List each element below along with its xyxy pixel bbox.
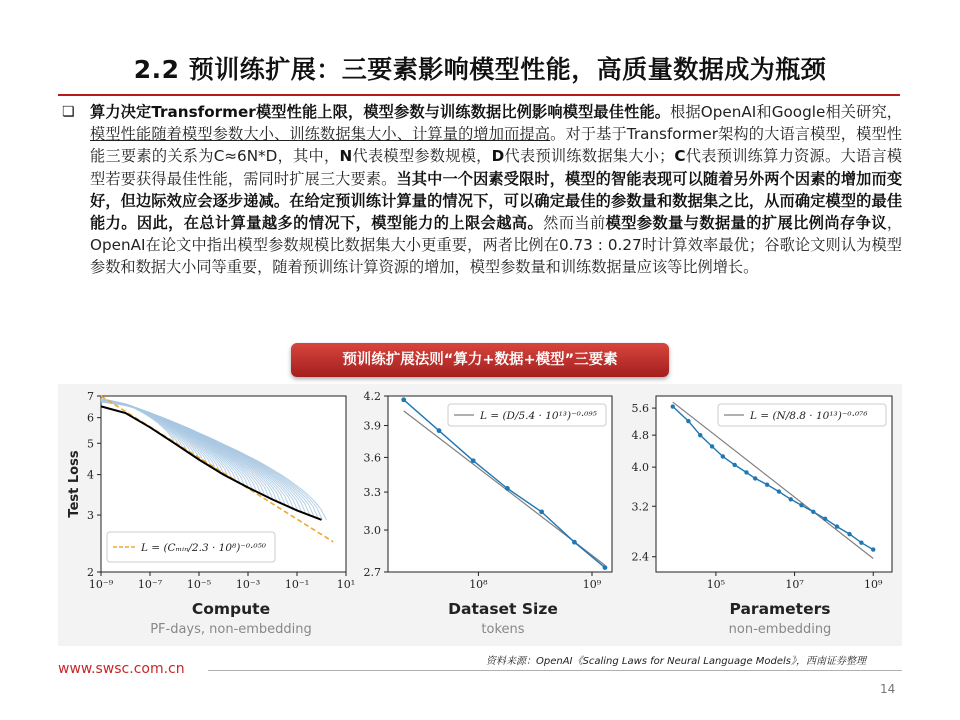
y-tick-label: 3 [87,509,94,523]
legend-label: L = (N/8.8 · 10¹³)⁻⁰·⁰⁷⁶ [750,410,868,422]
data-point [698,433,702,437]
parameters-chart [622,384,902,596]
data-point [765,482,769,486]
dataset-size-chart [340,384,620,596]
y-tick-label: 2.7 [363,566,381,579]
legend-label: L = (D/5.4 · 10¹³)⁻⁰·⁰⁹⁵ [480,410,597,422]
x-tick-label: 10⁷ [785,578,804,591]
page-number: 14 [880,682,896,696]
footer-url: www.swsc.com.cn [58,661,185,677]
y-tick-label: 4 [87,468,94,482]
y-tick-label: 3.0 [363,524,381,538]
dataset-xlabel: Dataset Size [448,600,558,618]
data-point [603,565,608,570]
y-tick-label: 4.0 [631,461,649,475]
data-point [777,489,781,493]
y-tick-label: 7 [87,390,94,403]
para-text-2: 根据OpenAI和Google相关研究， [670,103,902,121]
x-tick-label: 10⁻⁹ [88,578,114,591]
data-point [572,540,577,545]
para-text-6: 代表模型参数规模， [352,147,492,166]
parameters-xlabel: Parameters [729,600,831,618]
x-tick-label: 10⁻³ [235,578,261,591]
para-bold-d: D [491,147,505,166]
y-tick-label: 6 [87,411,94,425]
para-text-10: 代表预训练算力资源。大语言模型若要获得最佳性能，需同时扩展三大要素。 [90,147,903,188]
source-note: 资料来源：OpenAI《Scaling Laws for Neural Language Models》，西南证券整理 [486,656,867,667]
checkbox-bullet-icon: ❏ [62,104,75,120]
data-point [753,476,757,480]
data-point [847,532,851,536]
title-divider [58,94,900,96]
data-point [799,503,803,507]
footer-divider [208,670,902,671]
parameters-xlabel-sub: non-embedding [728,622,832,637]
data-point [437,428,442,433]
y-tick-label: 2.4 [631,550,649,564]
x-tick-label: 10⁻¹ [284,578,310,591]
data-point [835,524,839,528]
data-point [471,458,476,463]
y-tick-label: 4.2 [363,390,381,403]
x-tick-label: 10⁵ [706,578,726,591]
compute-xlabel: Compute [191,600,271,618]
data-point [401,397,406,402]
data-point [686,419,690,423]
legend-label: L = (Cₘᵢₙ/2.3 · 10⁸)⁻⁰·⁰⁵⁰ [141,542,267,554]
y-tick-label: 3.6 [363,451,381,465]
para-text-12: 然而当前 [543,214,606,233]
x-tick-label: 10⁻⁷ [137,578,163,591]
data-point [871,547,875,551]
y-tick-label: 5.6 [631,402,649,416]
y-tick-label: 4.8 [631,429,649,443]
x-tick-label: 10¹ [336,578,356,591]
y-tick-label: 3.2 [631,500,649,514]
compute-xlabel-sub: PF-days, non-embedding [150,622,312,637]
x-tick-label: 10⁹ [864,578,883,591]
x-tick-label: 10⁻⁵ [186,578,212,591]
x-tick-label: 10⁸ [469,578,488,591]
data-point [721,454,725,458]
y-tick-label: 3.9 [363,419,381,433]
compute-chart [58,384,358,596]
body-paragraph [90,101,902,279]
para-bold-13: 模型参数量与数据量的扩展比例尚存争议 [605,214,887,233]
y-tick-label: 5 [87,437,94,451]
scaling-law-banner: 预训练扩展法则“算力+数据+模型”三要素 [291,343,669,377]
x-tick-label: 10⁹ [582,578,602,591]
y-tick-label: 2 [87,566,94,579]
data-point [710,444,714,448]
data-point [539,509,544,514]
para-underline-3: 模型性能随着模型参数大小、训练数据集大小、计算量的增加而提高 [90,125,551,144]
para-bold-c: C [674,147,686,166]
data-point [789,497,793,501]
data-point [744,470,748,474]
data-point [505,486,510,491]
data-point [732,463,736,467]
para-text-4: 。对于基于Transformer架构的大语言模型，模型性能三要素的关系为C≈6N*D，其中， [90,125,902,166]
page-title: 2.2 预训练扩展：三要素影响模型性能，高质量数据成为瓶颈 [133,55,827,84]
data-point [823,517,827,521]
para-bold-1: 算力决定Transformer模型性能上限，模型参数与训练数据比例影响模型最佳性能。 [90,103,671,121]
para-bold-n: N [339,147,353,166]
y-tick-label: 3.3 [363,486,381,500]
dataset-xlabel-sub: tokens [481,622,525,637]
data-point [859,540,863,544]
data-point [671,404,675,408]
para-text-14: ，OpenAI在论文中指出模型参数规模比数据集大小更重要，两者比例在0.73 : 0.27时计算效率最优；谷歌论文则认为模型参数和数据大小同等重要，随着预训练计算资源的增加，模型参数量和训练数据量应该等比例增长。 [90,214,903,277]
data-point [811,510,815,514]
y-axis-label: Test Loss [67,450,82,518]
para-text-8: 代表预训练数据集大小； [504,147,675,166]
para-bold-11: 当其中一个因素受限时，模型的智能表现可以随着另外两个因素的增加而变好，但边际效应会逐步递减。在给定预训练计算量的情况下，可以确定最佳的参数量和数据集之比，从而确定模型的最佳能力。因此，在总计算量越多的情况下，模型能力的上限会越高。 [90,169,903,233]
